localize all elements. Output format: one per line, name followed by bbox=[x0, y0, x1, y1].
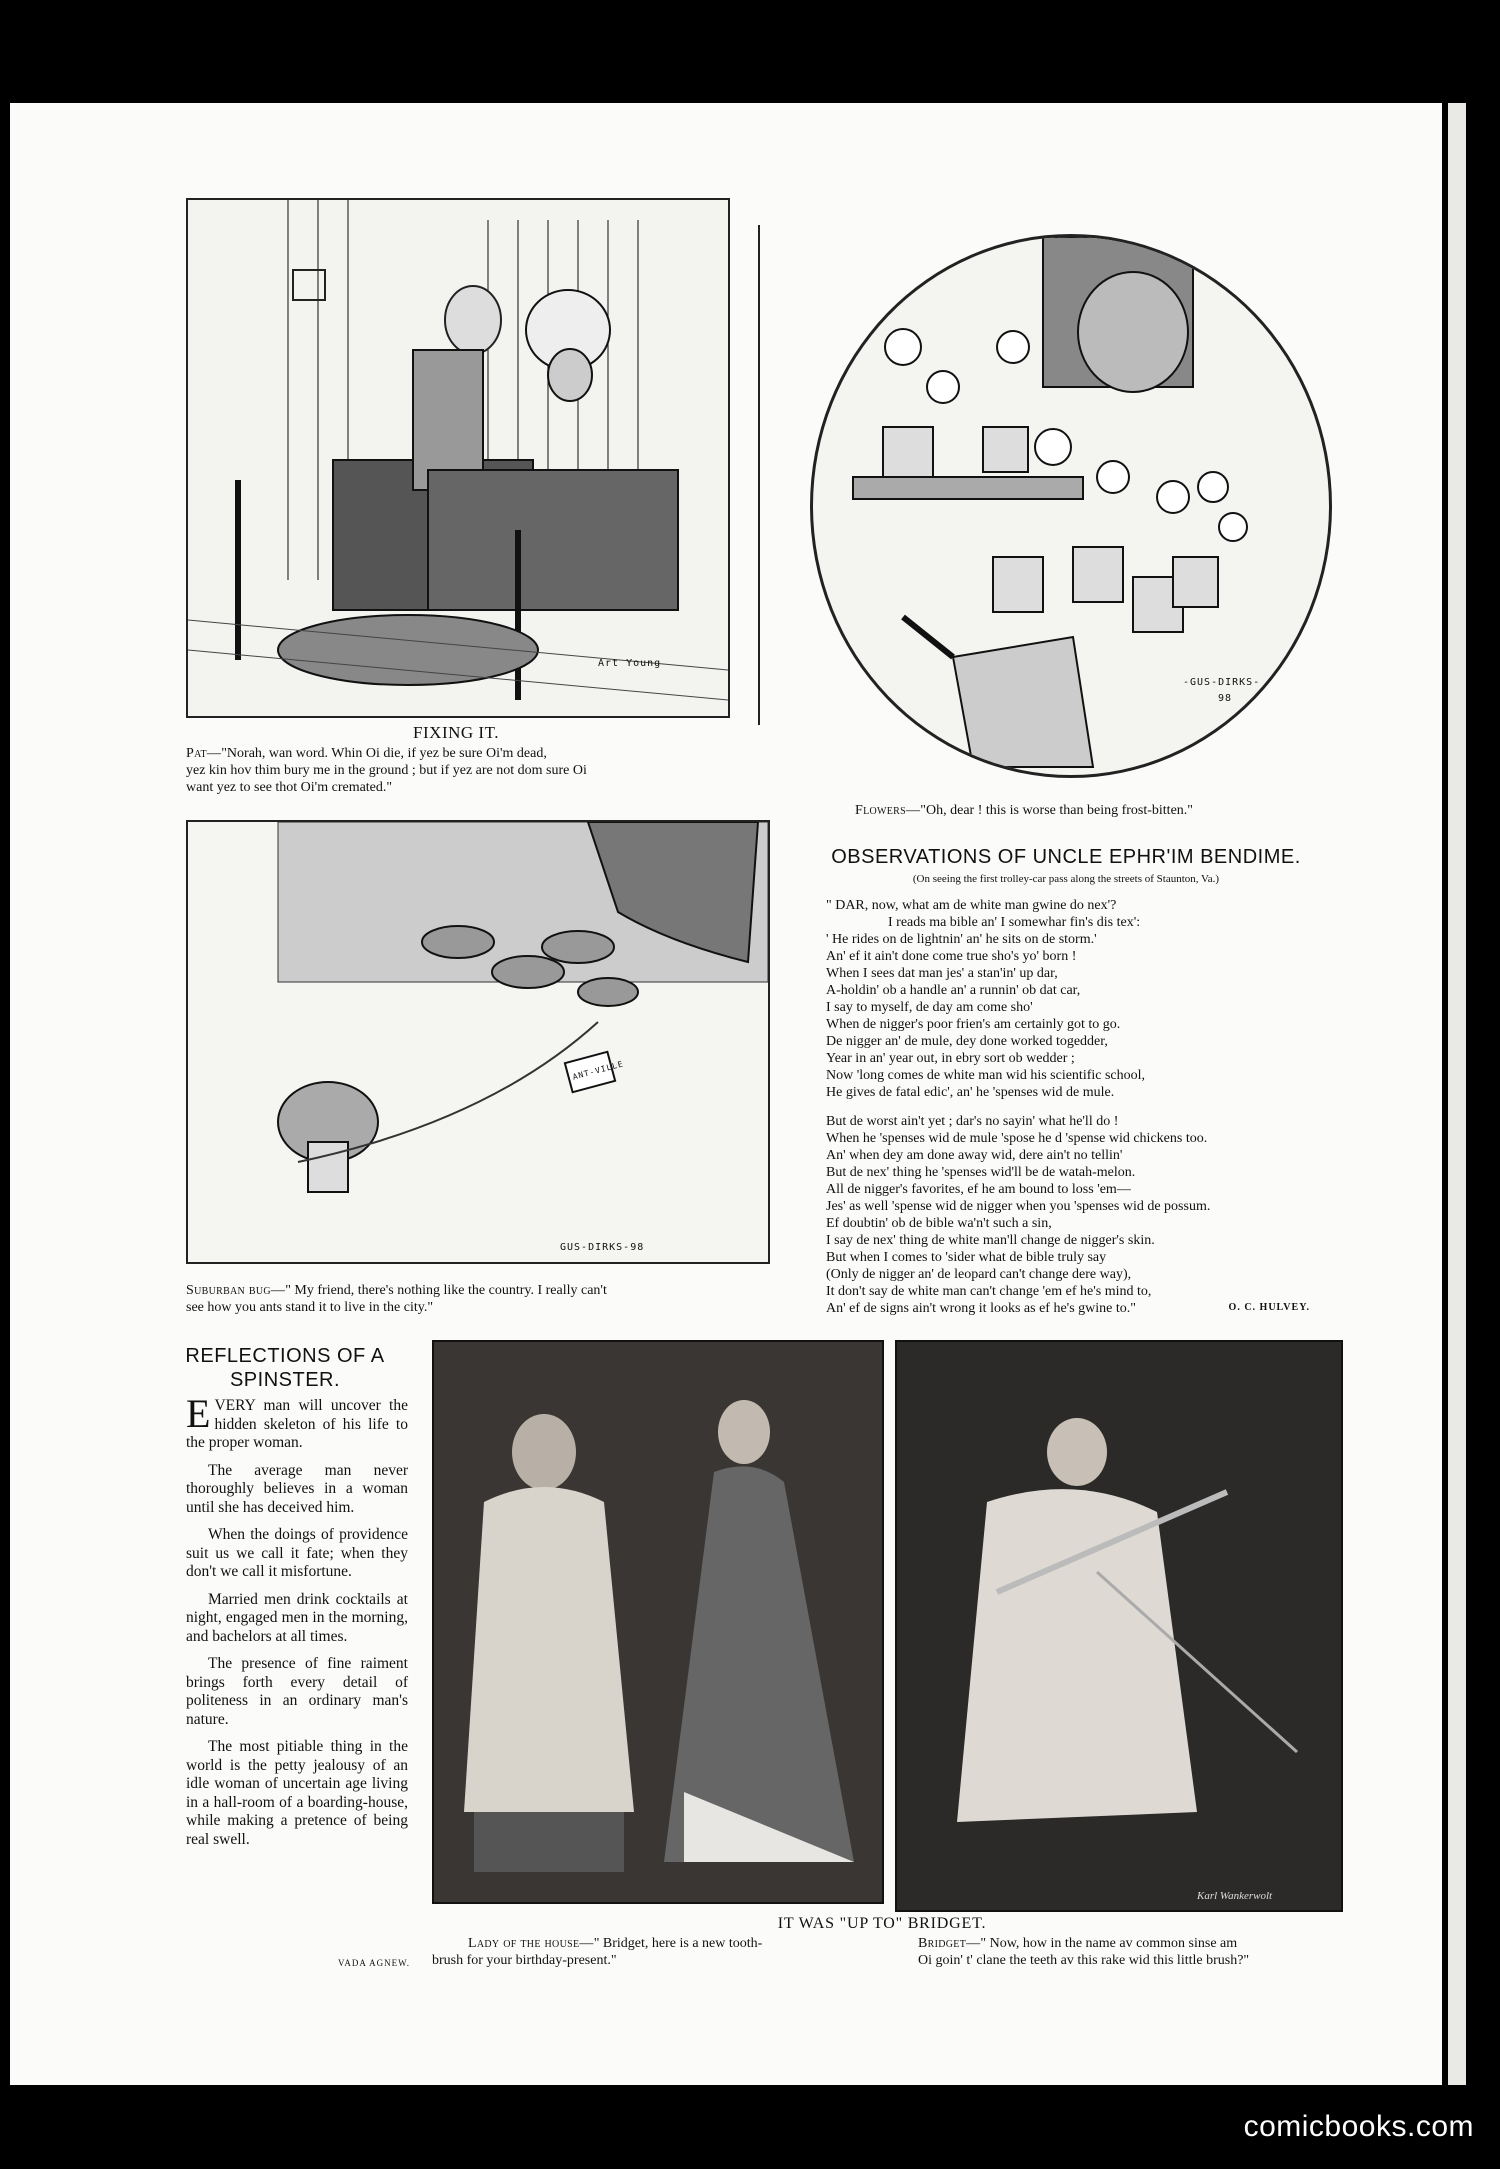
poem-line: When he 'spenses wid de mule 'spose he d 'spense wid chickens too. bbox=[826, 1131, 1208, 1146]
speaker-flowers: Flowers— bbox=[855, 803, 921, 818]
caption-line: " Now, how in the name av common sinse am bbox=[980, 1936, 1238, 1951]
poem-line: But de nex' thing he 'spenses wid'll be de watah-melon. bbox=[826, 1165, 1136, 1180]
spinster-author: VADA AGNEW. bbox=[337, 1958, 410, 1968]
suburban-bug-caption bbox=[186, 1282, 786, 1316]
two-women-figure bbox=[434, 1342, 882, 1902]
spinster-title-line2: SPINSTER. bbox=[229, 1369, 341, 1391]
poem-line: I say de nex' thing de white man'll change de nigger's skin. bbox=[826, 1233, 1155, 1248]
lady-caption bbox=[432, 1935, 882, 1969]
poem-line: An' ef it ain't done come true sho's yo' born ! bbox=[826, 949, 1077, 964]
next-page-edge bbox=[1448, 103, 1466, 2085]
caption-line: " Bridget, here is a new tooth- bbox=[593, 1936, 763, 1951]
poem-line: Year in an' year out, in ebry sort ob wedder ; bbox=[826, 1051, 1075, 1066]
bug-village-drawing bbox=[188, 822, 768, 1262]
spinster-para-2: The average man never thoroughly believes in a woman until she has deceived him. bbox=[186, 1461, 408, 1516]
site-watermark: comicbooks.com bbox=[1243, 2110, 1474, 2143]
poem-line: An' ef de signs ain't wrong it looks as ef he's gwine to." bbox=[826, 1301, 1136, 1316]
fixing-it-illustration bbox=[186, 198, 730, 718]
bridget-caption bbox=[918, 1935, 1348, 1969]
fixing-it-title: FIXING IT. bbox=[413, 723, 499, 742]
lady-and-bridget-photo bbox=[432, 1340, 884, 1904]
poem-line: A-holdin' ob a handle an' a runnin' ob dat car, bbox=[826, 983, 1081, 998]
flowers-illustration bbox=[810, 234, 1332, 778]
gus-dirks-signature: -GUS-DIRKS- bbox=[1183, 677, 1261, 688]
flowers-caption bbox=[855, 802, 1325, 819]
poem-line: When de nigger's poor frien's am certainly got to go. bbox=[826, 1017, 1121, 1032]
spinster-para-4: Married men drink cocktails at night, engaged men in the morning, and bachelors at all times. bbox=[186, 1590, 408, 1645]
photo-signature: Karl Wankerwolt bbox=[1197, 1890, 1273, 1902]
speaker-pat: Pat— bbox=[186, 746, 222, 761]
poem-line: But de worst ain't yet ; dar's no sayin' what he'll do ! bbox=[826, 1114, 1119, 1129]
poem-line: Now 'long comes de white man wid his scientific school, bbox=[826, 1068, 1146, 1083]
poem-line: Jes' as well 'spense wid de nigger when you 'spenses wid de possum. bbox=[826, 1199, 1211, 1214]
caption-line: " My friend, there's nothing like the country. I really can't bbox=[285, 1283, 607, 1298]
spinster-para-1 bbox=[186, 1391, 408, 1453]
caption-line: yez kin hov thim bury me in the ground ; but if yez are not dom sure Oi bbox=[186, 763, 587, 778]
poem-line: " DAR, now, what am de white man gwine do nex'? bbox=[826, 898, 1117, 913]
spinster-title bbox=[180, 1344, 390, 1392]
gus-dirks-signature: GUS-DIRKS-98 bbox=[560, 1242, 645, 1253]
poem-title: OBSERVATIONS OF UNCLE EPHR'IM BENDIME. bbox=[831, 846, 1301, 868]
poem-body bbox=[826, 897, 1326, 1317]
poem-line: I say to myself, de day am come sho' bbox=[826, 1000, 1033, 1015]
art-young-signature: Art Young bbox=[598, 658, 662, 669]
caption-line: "Oh, dear ! this is worse than being frost-bitten." bbox=[920, 803, 1194, 818]
poem-line: It don't say de white man can't change 'em ef he's mind to, bbox=[826, 1284, 1152, 1299]
drop-cap: E bbox=[186, 1391, 211, 1436]
caption-line: "Norah, wan word. Whin Oi die, if yez be sure Oi'm dead, bbox=[221, 746, 547, 761]
poem-line: I reads ma bible an' I somewhar fin's dis tex': bbox=[888, 915, 1141, 930]
poem-line: But when I comes to 'sider what de bible truly say bbox=[826, 1250, 1107, 1265]
ant-ville-sign-text: ANT-VILLE bbox=[571, 1059, 625, 1082]
spinster-para-5: The presence of fine raiment brings forth every detail of politeness in an ordinary man's nature. bbox=[186, 1655, 408, 1728]
speaker-bug: Suburban bug— bbox=[186, 1283, 286, 1298]
bridget-with-rake-photo bbox=[895, 1340, 1343, 1912]
caption-line: Oi goin' t' clane the teeth av this rake wid this little brush?" bbox=[918, 1953, 1250, 1968]
spinster-para-3: When the doings of providence suit us we call it fate; when they don't we call it misfortune. bbox=[186, 1526, 408, 1580]
fixing-it-caption bbox=[186, 745, 746, 796]
caption-line: want yez to see thot Oi'm cremated." bbox=[186, 780, 393, 795]
poem-line: All de nigger's favorites, ef he am bound to loss 'em— bbox=[826, 1182, 1131, 1197]
poem-line: He gives de fatal edic', an' he 'spenses wid de mule. bbox=[826, 1085, 1115, 1100]
spinster-title-line1: REFLECTIONS OF A bbox=[185, 1345, 385, 1367]
poem-line: (Only de nigger an' de leopard can't change dere way), bbox=[826, 1267, 1132, 1282]
caption-line: brush for your birthday-present." bbox=[432, 1953, 617, 1968]
poem-author: O. C. HULVEY. bbox=[1228, 1302, 1310, 1313]
suburban-bug-illustration bbox=[186, 820, 770, 1264]
poem-line: Ef doubtin' ob de bible wa'n't such a sin, bbox=[826, 1216, 1052, 1231]
speaker-lady: Lady of the house— bbox=[468, 1936, 594, 1951]
spinster-body bbox=[186, 1391, 408, 1858]
poem-line: When I sees dat man jes' a stan'in' up dar, bbox=[826, 966, 1058, 981]
poem-line: An' when dey am done away wid, dere ain't no tellin' bbox=[826, 1148, 1123, 1163]
spinster-para-6: The most pitiable thing in the world is the petty jealousy of an idle woman of uncertain age living in a hall-room of a boarding-house, while making a pretence of being real swell. bbox=[186, 1738, 408, 1848]
bridget-figure bbox=[897, 1342, 1341, 1910]
cow-eating-flowers-drawing bbox=[813, 237, 1329, 775]
poem-subtitle: (On seeing the first trolley-car pass along the streets of Staunton, Va.) bbox=[912, 873, 1220, 885]
poem-line: ' He rides on de lightnin' an' he sits on de storm.' bbox=[826, 932, 1097, 947]
bedroom-drawing bbox=[188, 200, 728, 716]
speaker-bridget: Bridget— bbox=[918, 1936, 981, 1951]
bridget-title: IT WAS "UP TO" BRIDGET. bbox=[777, 1915, 987, 1932]
column-divider bbox=[758, 225, 760, 725]
paragraph-text: VERY man will uncover the hidden skeleton of his life to the proper woman. bbox=[186, 1397, 408, 1451]
caption-line: see how you ants stand it to live in the city." bbox=[186, 1300, 434, 1315]
gus-dirks-year: 98 bbox=[1218, 693, 1233, 704]
poem-line: De nigger an' de mule, dey done worked togedder, bbox=[826, 1034, 1108, 1049]
